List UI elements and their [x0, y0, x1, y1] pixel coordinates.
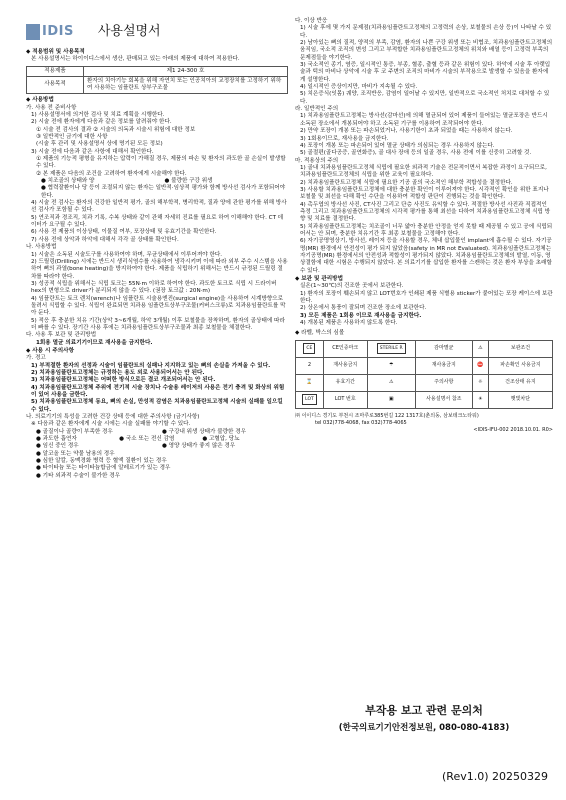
umbrella-icon: ☂: [367, 357, 415, 374]
symbol-desc: 보관조건: [488, 340, 552, 357]
bullet-item: ● 알코올 또는 약물 남용의 경우: [36, 450, 115, 457]
symbol-desc: 파손확인 사용금지: [488, 357, 552, 374]
table-row: [296, 357, 553, 374]
list-item: 4) 임플란트는 토크 렌치(wrench)나 임플란트 시술용엔진(surgical engine)을 사용하여 시계방향으로 돌려서 식립할 수 있다. 식립이 완료되면 치과용 임플란트상부구조물(커버스크류)로 치과용임플란트를 막아 둔다.: [31, 295, 286, 317]
right-column: [295, 18, 553, 434]
list-item: 1) 골내 치과용임플란트고정체 식립에 필요한 외과적 기술은 전문적이면서 복잡한 과정이 요구되므로, 치과용임플란트고정체의 식립을 위한 교육이 필요하다.: [300, 164, 547, 179]
bullet-item: ● 고혈압, 당뇨: [202, 436, 240, 443]
symbols-table: [295, 340, 553, 409]
lot-icon: LOT: [302, 394, 317, 405]
list-item: 3) 시술 전에 다음과 같은 사항에 대해서 확인한다.: [31, 148, 154, 155]
list-item: 1) 시술 후에 몇 가지 문제점(치과용임플란트고정체의 고정력의 손상, 보철물의 손상 등)이 나타날 수 있다.: [300, 25, 552, 39]
symbol-desc: 건조상태 유지: [488, 374, 552, 391]
document-header: [26, 18, 288, 46]
damaged-package-icon: ⛔: [472, 357, 488, 374]
list-item: ① 제품의 기능적 평형을 유지하는 압력이 가해질 경우, 제품의 파손 및 환자의 과도한 골 손실이 발생할 수 있다.: [36, 156, 286, 170]
condition-bullets: [26, 178, 288, 200]
hourglass-icon: ⌛: [296, 374, 324, 391]
list-item: 3) 1회용이므로, 재사용을 금지한다.: [300, 135, 389, 142]
symbol-desc: CE인증마크: [323, 340, 367, 357]
list-item: 1) 시술은 소독된 시술도구를 사용하여야 하며, 무균상태에서 이루어져야 한다.: [31, 251, 223, 258]
list-item: 2) 치과용임플란트고정체 식립에 필요한 기공 골의 국소적인 해부학 적합성을 결정한다.: [300, 179, 513, 186]
symbol-desc: 유효기간: [323, 374, 367, 391]
ce-mark-icon: CE: [303, 343, 315, 354]
subsection-general: 라. 일반적인 주의: [295, 106, 339, 113]
report-contact-sub: (한국의료기기안전정보원, 080-080-4183): [338, 723, 510, 733]
list-item: 2) 만약 포장이 개봉 또는 파손되었거나, 사용기한이 초과 되었을 때는 사용하지 않는다.: [300, 128, 513, 135]
list-item: 5) 치은증식(잇몸) 궤양, 조직반응, 감염이 일어날 수 있지만, 일반적으로 국소적인 처치로 대처할 수 있다.: [300, 91, 550, 105]
table-row: [296, 374, 553, 391]
document-code: <IDIS-IFU-002 2018.10.01. R0>: [473, 426, 553, 433]
subsection-adverse: 다. 이상 반응: [295, 18, 328, 24]
subsection-preparation: 가. 사용 전 준비사항: [26, 104, 77, 111]
bullet-item: ● 과도한 흡연자: [36, 436, 77, 443]
storage-text: 실온(1~30℃)의 건조한 곳에서 보관한다.: [300, 283, 404, 290]
list-item: 1) 치과용임플란트고정체는 방사선(감마선)에 의해 멸균되어 있어 제품이 들어있는 멸균포장은 반드시 소독된 장소에서 개봉되어야 하고 소독된 기구를 이용하여 조작되어야 한다.: [300, 113, 548, 127]
list-item: 3) 성공적 식립을 위해서는 식립 토크는 55N·m 이하로 하여야 한다. 과도한 토크로 식립 시 드라이버 hex의 변형으로 driver가 분리되지 않을 수 있다. (권장 토크값 : 20N·m): [31, 280, 277, 295]
adverse-report-contact: [295, 702, 553, 733]
bullet-item: ● 협력잘환이나 당 등이 조절되지 않는 환자는 일반적·임상적 평가와 함께 방사선 검사가 포함되어야 한다.: [41, 185, 286, 199]
list-item: 5) 연조직과 경조직, 치과 기록, 수복 상태와 같이 관해 자세히 진료를 필요로 하여 이해해야 한다. CT 데이터가 요구될 수 있다.: [31, 214, 284, 229]
symbol-desc: 재사용금지: [323, 357, 367, 374]
symbol-cell: [296, 391, 324, 408]
subsection-contraindications: 나. 의료기기의 특성을 고려한 건강 상태 등에 대한 주의사항 (금기사항): [26, 414, 200, 421]
table-row: [296, 340, 553, 357]
subsection-application: 마. 적용상의 주의: [295, 157, 339, 164]
symbol-desc: 사용설명서 참조: [415, 391, 472, 408]
section-scope-title: ◆ 적용범위 및 사용목적: [26, 49, 85, 55]
list-item: (시술 후 관리 및 사용설명서 상에 명기된 모든 정보): [36, 141, 163, 148]
list-item: 1) 환자의 포장이 훼손되지 않고 LOT번호가 인쇄된 제품 식별용 sticker가 붙어있는 포장 케이스에 보관한다.: [300, 290, 553, 305]
warning-item: 3) 치과용임플란트고정체는 어떠한 방식으로든 결코 개조되어서는 안 된다.: [31, 377, 216, 384]
product-table-value-purpose: 환자의 치아기능 회복을 위해 자연치 또는 인공치아의 교정장치를 고정하기 위하여 사용하는 임플란트 상부구조물: [84, 76, 288, 93]
warning-item: 5) 치과용임플란트고정체 동요, 뼈의 손실, 만성적 감염은 치과용임플란트고정체 시술의 실패를 일으킬 수 있다.: [31, 399, 283, 413]
logo-mark-icon: [26, 24, 40, 40]
subsection-storage: 다. 사용 후 보관 및 관리방법: [26, 332, 97, 339]
list-item: ② 본 제품은 다음의 조건을 고려하여 환자에게 시술해야 한다.: [36, 170, 187, 177]
table-row: [296, 391, 553, 408]
keep-dry-icon: ☼: [472, 374, 488, 391]
bullet-item: ● 치조골의 상태와 양: [41, 178, 95, 185]
list-item: 5) 치과용임플란트고정체는 치조골이 너무 얇아 충분한 안정을 얻지 못할 때 제공될 수 있고 공에 식립되어서는 안 되며, 충분한 치유기간 후 최종 보철물을 고정해야 한다.: [300, 223, 553, 237]
single-use-notice: 1회용 멸균 의료기기이므로 재사용을 금지한다.: [36, 339, 153, 346]
list-item: 1) 사용설명서에 의거한 검사 및 치료 계획을 시행한다.: [31, 111, 165, 118]
left-column: [26, 18, 288, 480]
do-not-reuse-icon: 2: [296, 357, 324, 374]
section-usage-title: ◆ 사용방법: [26, 97, 54, 104]
bullet-item: ● 골질이나 골량이 부족한 경우: [36, 428, 113, 435]
section-precautions-title: ◆ 사용 시 주의사항: [26, 347, 74, 354]
symbol-cell: [296, 340, 324, 357]
company-address: ㈜ 이이디스 경기도 부천시 조마루로385번길 122 1317호(춘의동, 삼보테크노타워): [295, 412, 479, 419]
list-item: ③ 일반적인 금기에 대한 사항: [36, 134, 108, 141]
list-item: 2) 상온에서 통풍이 잘되며 건조한 장소에 보관한다.: [300, 305, 427, 312]
company-contact: tel 032)778-4068, fax 032)778-4065: [315, 419, 407, 426]
subsection-warning: 가. 경고: [26, 355, 46, 362]
product-table-label-purpose: 사용목적: [27, 76, 84, 93]
contraindication-note: ※ 다음과 같은 환자에게 시술 시에는 시술 실패를 야기할 수 있다.: [31, 421, 191, 428]
subsection-method: 나. 사용방법: [26, 244, 57, 251]
section-scope-text: 본 사용설명서는 하이이디스에서 생산, 판매되고 있는 아래의 제품에 대하여 적용한다.: [31, 56, 240, 63]
warning-item: 4) 치과용임플란트고정체 주위에 전기적 시술 장치나 수술용 레이저의 사용은 전기 충격 및 화상의 위험이 있어 사용을 금한다.: [31, 384, 285, 399]
contraindication-bullets: [26, 443, 288, 450]
list-item: 4) 개봉된 제품은 사용하지 않도록 한다.: [300, 320, 398, 327]
symbols-title: ◆ 라벨, 박스의 심볼: [295, 330, 345, 337]
company-logo: [26, 24, 74, 40]
list-item: 7) 사용 전에 상악과 하악에 대해서 각각 골 상태를 확인한다.: [31, 236, 179, 243]
list-item: 6) 자기공명영상기, 방사선, 레이저 등을 사용할 경우, 체내 삽입물인 implant에 흡수될 수 있다. 자기공명(MR) 환경에서 안전성이 평가 되지 않았음(safety in MR not Evaluated). 치과용임플란트고정체는 자기공명(MR) 환경에서의 안전성과 적합성이 평가되지 않았다. 치과용임플란트고정체의 발열, 이동, 영상결함에 대한 시험은 수행되지 않았다. 본 의료기기를 삽입한 환자를 스캔하는 것은 환자 부상을 초래할 수 있다.: [300, 238, 552, 274]
bullet-item: ● 기타 외과적 수술이 불가한 경우: [36, 472, 121, 479]
symbol-cell: ⚠: [472, 340, 488, 357]
list-item: 4) 시술 전 검사는 환자의 건강한 일반적 평가, 골의 해부학적, 병리학적, 질과 양에 관한 평가를 위해 방사선 검사가 포함될 수 있다.: [31, 200, 287, 214]
sunlight-icon: ☀: [472, 391, 488, 408]
bullet-item: ● 임신 중인 경우: [36, 443, 79, 450]
logo-text: IDIS: [42, 24, 74, 40]
contraindication-bullets: [26, 429, 288, 436]
symbol-desc: 감마멸균: [415, 340, 472, 357]
list-item: 6) 사용 전 제품의 이상상태, 이물질 여부, 포장상태 및 유효기간을 확인한다.: [31, 229, 217, 236]
caution-icon: ⚠: [367, 374, 415, 391]
bullet-item: ● 타이타늄 또는 타이타늄합금에 알레르기가 있는 경우: [36, 465, 171, 472]
product-table: [26, 66, 288, 95]
list-item: 3) 사용할 치과용임플란트고정체에 대한 충분한 확인이 이루어져야 한다. 시각적인 확인을 위한 표지나 보철물 및 최선을 다해 확인 수단을 이용하여 적합성 판단이 진행되는 것을 확인한다.: [300, 186, 549, 201]
product-table-label-product: 적용제품: [27, 66, 84, 76]
list-item: 4) 포장이 개봉 또는 파손되어 있어 멸균 상태가 의심되는 경우 사용하지 않는다.: [300, 142, 495, 149]
list-item: 4) 촉두엽의 방사선 사진, CT사진 그리고 단층 사진도 유익할 수 있다. 적절한 방사선 사진과 직접적인 측정 그리고 치과용임플란트고정체의 시각적 평가를 통해 최선을 다하여 치과용임플란트고정체 식립 방향 및 치료를 결정한다.: [300, 201, 551, 223]
bullet-item: ● 구강내 위생 상태가 불량한 경우: [162, 428, 247, 435]
bullet-item: ● 국소 또는 전신 감염: [119, 436, 175, 443]
symbol-desc: 햇빛차단: [488, 391, 552, 408]
list-item: 5) 적응 후 충분한 치유 기간(상악 3~6개월, 하악 3개월) 이후 보철물을 장착하며, 환자의 골상태에 따라 더 빠를 수 있다. 장기간 사용 후에는 치과용임플란트상부구조물과 최종 보철물을 체결한다.: [31, 317, 285, 331]
symbol-cell: [367, 340, 415, 357]
list-item: 5) 골절편(골다공증, 골연화증), 골 대사 장애 등의 일골 경우, 사용 전에 이를 신중히 고려할 것.: [300, 150, 532, 157]
sterile-r-icon: STERILE R: [377, 343, 406, 354]
list-item: 4) 일시적인 증상이지만, 마비가 지속될 수 있다.: [300, 84, 418, 91]
list-item: ① 시술 전 검사의 결과 ② 시술의 의독과 시술시 위험에 대한 정보: [36, 126, 196, 133]
symbol-desc: 재사용금지: [415, 357, 472, 374]
manual-icon: ▣: [367, 391, 415, 408]
list-item: 2) 드릴링(Drilling) 시에는 반드시 생리식염수를 사용하여 냉각시키며 이에 따라 외부 주수 시스템을 사용하여 뼈의 과열(bone heating)을 방지하여야 한다. 제품을 식립하기 위해서는 반드시 규정된 드릴링 절차를 따라야 한다.: [31, 258, 288, 280]
bullet-item: ● 불량한 구강 위생: [164, 178, 213, 185]
document-title: 사용설명서: [97, 24, 161, 40]
product-table-value-product: 제1 24-300 호: [84, 66, 288, 76]
list-item: 3) 모든 제품은 1회용 이므로 재사용을 금지한다.: [300, 312, 422, 319]
warning-item: 1) 부적절한 환자의 선정과 시술이 임플란트의 실패나 지지하고 있는 뼈의 손실을 가져올 수 있다.: [31, 362, 271, 369]
section-storage-title: ◆ 보관 및 관리방법: [295, 276, 343, 283]
list-item: 3) 국소적인 종기, 염증, 일시적인 통증, 부종, 혈종, 출혈 등과 같은 위험이 있다. 하악에 시술 후 아랫입술과 턱의 마비나 상악에 시술 후 코 주변의 조직의 마비가 시술의 부작용으로 발생할 수 있음을 환자에게 설명한다.: [300, 62, 551, 83]
bullet-item: ● 심한 알칼, 동맥경화 병력 등 혈액 질환이 있는 경우: [36, 458, 167, 465]
list-item: 2) 시술 전에 환자에게 다음과 같은 정보를 알려줘야 한다.: [31, 119, 172, 126]
list-item: 2) 남아있는 뼈의 질적, 양적의 부족, 감염, 환자의 나쁜 구강 위생 또는 비협조, 치과용임플란트고정체의 움직임, 국소적 조직의 변성 그리고 부적합한 치과용임플란트고정체의 위치와 배열 등이 고정력 부족의 문제점들을 야기한다.: [300, 40, 553, 61]
report-contact-title: 부작용 보고 관련 문의처: [365, 704, 483, 717]
revision-label: (Rev1.0) 20250329: [442, 770, 548, 783]
symbol-desc: LOT 번호: [323, 391, 367, 408]
symbol-desc: 주의사항: [415, 374, 472, 391]
bullet-item: ● 영양 상태가 좋지 않은 경우: [162, 443, 236, 450]
warning-item: 2) 치과용임플란트고정체는 규정하는 용도 외로 사용되어서는 안 된다.: [31, 370, 205, 377]
